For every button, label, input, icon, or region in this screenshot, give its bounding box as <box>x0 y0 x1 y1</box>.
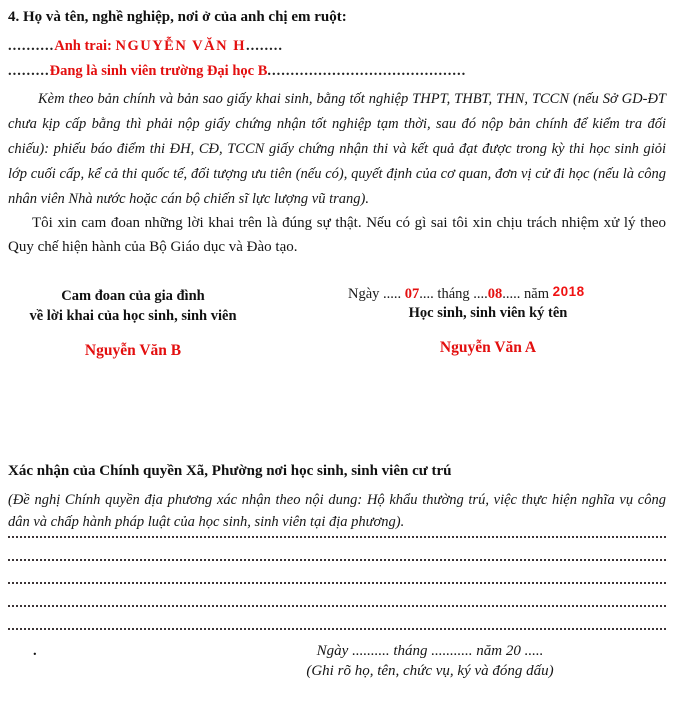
dotted-fill-line <box>8 605 666 607</box>
dot-leader: ......... <box>8 63 50 79</box>
sibling1-label: Anh trai: <box>54 38 116 54</box>
dotted-fill-line <box>8 536 666 538</box>
dotted-fill-line <box>8 582 666 584</box>
date-day-value: 07 <box>404 286 420 302</box>
stray-dot-mark: . <box>33 643 37 659</box>
attachment-instructions-paragraph: Kèm theo bản chính và bản sao giấy khai sinh, bằng tốt nghiệp THPT, THBT, THN, TCCN (nếu Sở GD-ĐT chưa kịp cấp bằng thì phải nộp giấy chứng nhận tốt nghiệp tạm thời, sau đó nộp bản chính để kiểm tra đối chiếu): phiếu báo điểm thi ĐH, CĐ, TCCN giấy chứng nhận thi và kết quả đạt được trong kỳ thi học sinh giỏi lớp cuối cấp, kể cả thi quốc tế, đối tượng ưu tiên (nếu có), quyết định của cơ quan, đơn vị cử đi học (nếu là công nhân viên Nhà nước hoặc cán bộ chiến sĩ lực lượng vũ trang). <box>8 91 666 207</box>
sibling-line-1 <box>8 38 283 55</box>
commitment-paragraph: Tôi xin cam đoan những lời khai trên là đúng sự thật. Nếu có gì sai tôi xin chịu trách nhiệm xử lý theo Quy chế hiện hành của Bộ Giáo dục và Đào tạo. <box>8 215 666 255</box>
dot-trailer: ........ <box>246 38 284 54</box>
family-signature-column <box>8 286 258 360</box>
dot-leader: .......... <box>8 38 55 54</box>
date-prefix: Ngày ..... <box>348 286 405 302</box>
sibling1-name: NGUYỄN VĂN H <box>115 38 247 54</box>
date-month-value: 08 <box>487 286 503 302</box>
authority-sign-note: (Ghi rõ họ, tên, chức vụ, ký và đóng dấu) <box>306 663 554 679</box>
family-signature-title-line2: về lời khai của học sinh, sinh viên <box>29 308 237 324</box>
authority-confirmation-heading: Xác nhận của Chính quyền Xã, Phường nơi học sinh, sinh viên cư trú <box>8 463 452 479</box>
sibling-line-2 <box>8 63 466 80</box>
date-separator: ..... năm <box>502 286 553 302</box>
student-signature-column <box>348 286 628 357</box>
authority-sign-block <box>280 641 580 681</box>
family-signature-name: Nguyễn Văn B <box>84 342 182 359</box>
section4-heading: 4. Họ và tên, nghề nghiệp, nơi ở của anh chị em ruột: <box>8 9 347 25</box>
dotted-fill-line <box>8 628 666 630</box>
sibling2-text: Đang là sinh viên trường Đại học B <box>49 63 268 79</box>
family-signature-title-line1: Cam đoan của gia đình <box>61 288 205 304</box>
authority-date-line: Ngày .......... tháng ........... năm 20 ..... <box>316 643 544 659</box>
student-signature-title: Học sinh, sinh viên ký tên <box>408 305 568 321</box>
date-separator: .... tháng .... <box>419 286 488 302</box>
dotted-fill-line <box>8 559 666 561</box>
authority-confirmation-note: (Đề nghị Chính quyền địa phương xác nhận theo nội dung: Hộ khẩu thường trú, việc thực hiện nghĩa vụ công dân và chấp hành pháp luật của học sinh, sinh viên tại địa phương). <box>8 492 666 530</box>
student-signature-name: Nguyễn Văn A <box>439 339 537 356</box>
declaration-date-line <box>348 286 628 303</box>
date-year-value: 2018 <box>552 284 585 299</box>
dot-trailer: ........................................... <box>267 63 467 79</box>
